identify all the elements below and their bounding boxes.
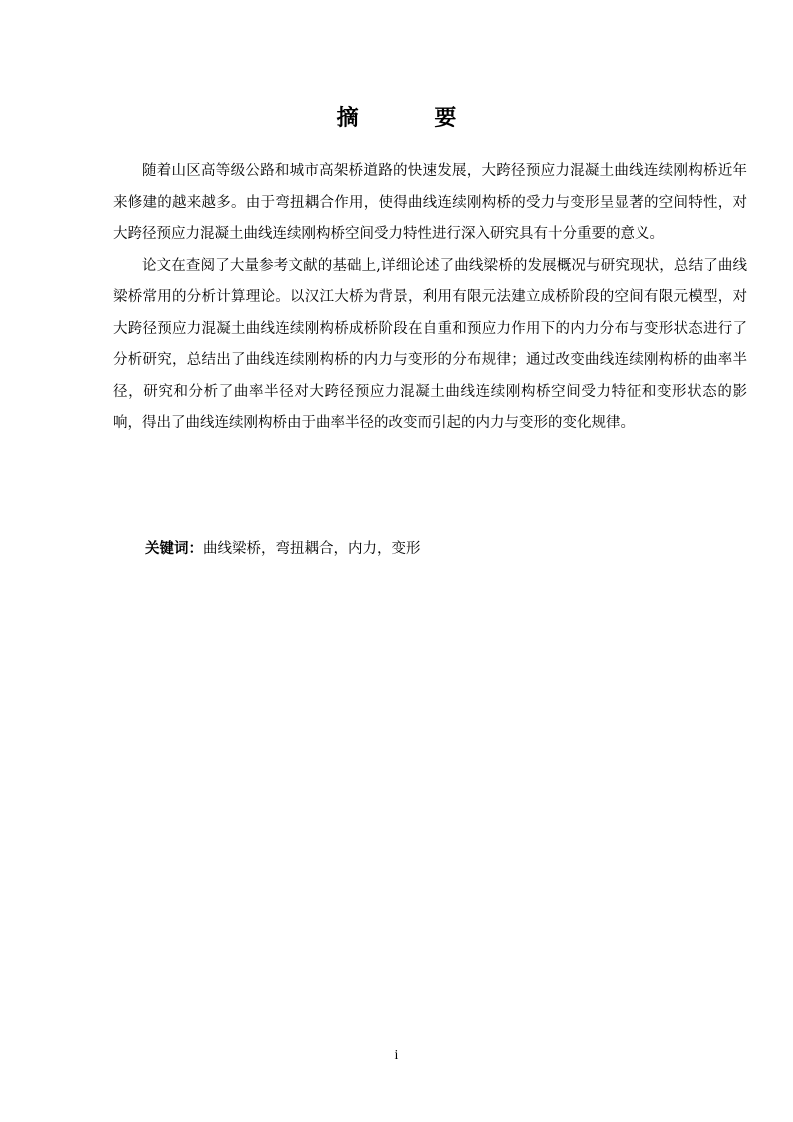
keywords-line — [145, 534, 421, 565]
keywords-text: 曲线梁桥，弯扭耦合，内力，变形 — [203, 541, 421, 557]
abstract-paragraph-1: 随着山区高等级公路和城市高架桥道路的快速发展，大跨径预应力混凝土曲线连续刚构桥近年来修建的越来越多。由于弯扭耦合作用，使得曲线连续刚构桥的受力与变形呈显著的空间特性，对大跨径预应力混凝土曲线连续刚构桥空间受力特性进行深入研究具有十分重要的意义。 — [113, 163, 747, 242]
page-title: 摘 要 — [336, 106, 491, 131]
page-number: i — [394, 1048, 399, 1063]
abstract-paragraph-2: 论文在查阅了大量参考文献的基础上,详细论述了曲线梁桥的发展概况与研究现状，总结了曲线梁桥常用的分析计算理论。以汉江大桥为背景，利用有限元法建立成桥阶段的空间有限元模型，对大跨径预应力混凝土曲线连续刚构桥成桥阶段在自重和预应力作用下的内力分布与变形状态进行了分析研究，总结出了曲线连续刚构桥的内力与变形的分布规律；通过改变曲线连续刚构桥的曲率半径，研究和分析了曲率半径对大跨径预应力混凝土曲线连续刚构桥空间受力特征和变形状态的影响，得出了曲线连续刚构桥由于曲率半径的改变而引起的内力与变形的变化规律。 — [113, 257, 747, 431]
keywords-label: 关键词： — [145, 541, 203, 557]
abstract-body — [113, 156, 747, 440]
